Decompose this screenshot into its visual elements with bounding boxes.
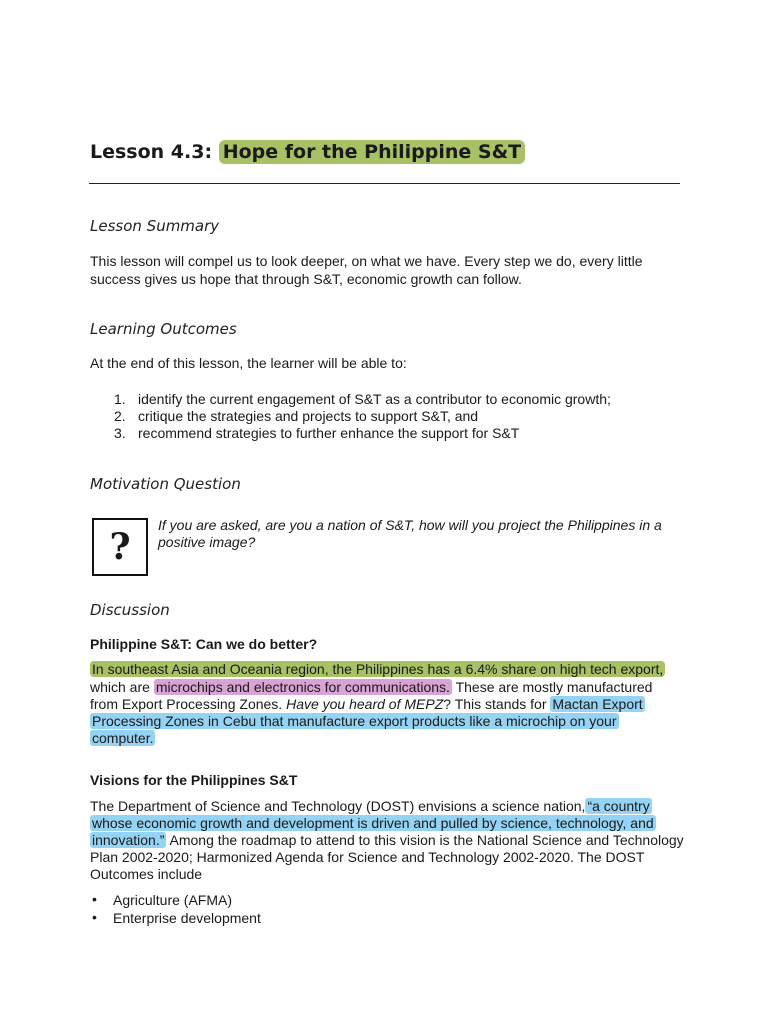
page-title bbox=[90, 141, 525, 163]
discussion-line bbox=[90, 712, 619, 730]
highlight-pink: microchips and electronics for communications. bbox=[155, 679, 450, 695]
discussion-line bbox=[90, 678, 652, 696]
highlight-blue: whose economic growth and development is driven and pulled by science, technology, and bbox=[92, 815, 654, 831]
visions-line: Plan 2002-2020; Harmonized Agenda for Science and Technology 2002-2020. The DOST bbox=[90, 849, 645, 865]
visions-line bbox=[90, 831, 684, 849]
lesson-summary-heading: Lesson Summary bbox=[90, 217, 220, 235]
highlight-green: In southeast Asia and Oceania region, the Philippines has a 6.4% share on high tech export, bbox=[92, 661, 664, 677]
discussion-heading: Discussion bbox=[90, 601, 170, 619]
item-text: recommend strategies to further enhance the support for S&T bbox=[138, 425, 520, 441]
title-prefix: Lesson 4.3: bbox=[90, 141, 213, 163]
text: These are mostly manufactured bbox=[451, 679, 653, 695]
visions-line: Outcomes include bbox=[90, 866, 203, 882]
text: ? This stands for bbox=[443, 696, 551, 712]
highlight-blue: “a country bbox=[587, 798, 650, 814]
highlight-blue: Processing Zones in Cebu that manufacture export products like a microchip on your bbox=[92, 713, 617, 729]
visions-line bbox=[90, 797, 652, 815]
text: which are bbox=[90, 679, 154, 695]
item-number: 3. bbox=[114, 425, 126, 441]
summary-line: success gives us hope that through S&T, economic growth can follow. bbox=[90, 271, 522, 287]
visions-line bbox=[90, 814, 656, 832]
item-number: 2. bbox=[114, 408, 126, 424]
motivation-question: positive image? bbox=[158, 534, 256, 550]
learning-outcomes-heading: Learning Outcomes bbox=[90, 320, 237, 338]
bullet-icon: • bbox=[92, 909, 97, 925]
motivation-question: If you are asked, are you a nation of S&T, how will you project the Philippines in a bbox=[158, 517, 662, 533]
discussion-subheading: Philippine S&T: Can we do better? bbox=[90, 636, 318, 652]
text: The Department of Science and Technology (DOST) envisions a science nation, bbox=[90, 798, 586, 814]
discussion-line bbox=[90, 695, 645, 713]
item-text: identify the current engagement of S&T as a contributor to economic growth; bbox=[138, 391, 611, 407]
summary-line: This lesson will compel us to look deeper, on what we have. Every step we do, every little bbox=[90, 253, 643, 269]
divider bbox=[89, 183, 680, 184]
bullet-icon: • bbox=[92, 891, 97, 907]
visions-subheading: Visions for the Philippines S&T bbox=[90, 772, 298, 788]
discussion-line bbox=[90, 660, 665, 678]
highlight-blue: innovation.” bbox=[92, 832, 165, 848]
question-symbol: ? bbox=[109, 526, 131, 568]
title-highlight: Hope for the Philippine S&T bbox=[219, 140, 525, 164]
list-item bbox=[114, 407, 478, 425]
motivation-heading: Motivation Question bbox=[90, 475, 241, 493]
text: from Export Processing Zones. bbox=[90, 696, 287, 712]
discussion-line bbox=[90, 729, 155, 747]
highlight-blue: computer. bbox=[92, 730, 154, 746]
highlight-blue: Mactan Export bbox=[552, 696, 643, 712]
italic-text: Have you heard of MEPZ bbox=[286, 696, 444, 712]
item-text: critique the strategies and projects to support S&T, and bbox=[138, 408, 479, 424]
list-item bbox=[114, 424, 519, 442]
bullet-item: Agriculture (AFMA) bbox=[113, 892, 233, 908]
outcomes-intro: At the end of this lesson, the learner will be able to: bbox=[90, 355, 407, 371]
item-number: 1. bbox=[114, 391, 126, 407]
bullet-item: Enterprise development bbox=[113, 910, 261, 926]
question-mark-icon bbox=[92, 518, 148, 576]
text: Among the roadmap to attend to this vision is the National Science and Technology bbox=[166, 832, 684, 848]
list-item bbox=[114, 390, 611, 408]
